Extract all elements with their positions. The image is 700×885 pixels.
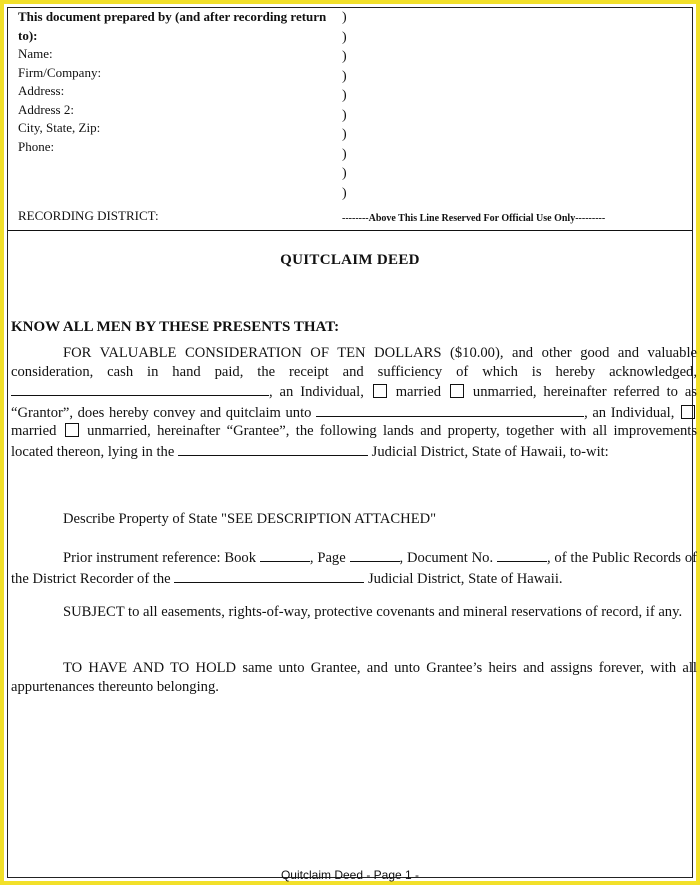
consideration-paragraph — [11, 344, 697, 461]
prior-document-text: , Document No. — [399, 550, 494, 566]
judicial-district-text: Judicial District, State of Hawaii, to-wit: — [371, 443, 609, 460]
document-number-blank[interactable] — [497, 547, 547, 562]
firm-label: Firm/Company: — [18, 64, 102, 80]
header-divider — [8, 230, 692, 231]
page-blank[interactable] — [350, 547, 400, 562]
recorder-district-blank[interactable] — [174, 568, 364, 583]
paren: ) — [342, 49, 347, 64]
address-label: Address: — [18, 83, 65, 98]
grantor-name-blank[interactable] — [11, 381, 269, 396]
prior-judicial-text: Judicial District, State of Hawaii. — [367, 570, 563, 587]
prior-instrument-paragraph — [11, 547, 697, 588]
grantor-married-checkbox[interactable] — [373, 384, 387, 398]
judicial-district-blank[interactable] — [178, 441, 368, 456]
consideration-text: FOR VALUABLE CONSIDERATION OF TEN DOLLARS ($10.00), and other good and valuable consideration, cash in hand paid, the receipt and sufficiency of which is hereby acknowledged, — [11, 345, 697, 380]
prior-public-records-text: , of the Public Records of the District Recorder of the — [11, 550, 697, 587]
paren: ) — [342, 185, 347, 201]
name-label: Name: — [18, 46, 53, 61]
paren: ) — [342, 166, 347, 181]
paren: ) — [342, 29, 347, 45]
prior-page-text: , Page — [309, 550, 346, 566]
recording-district-label: RECORDING DISTRICT: — [18, 208, 159, 223]
know-all-heading: KNOW ALL MEN BY THESE PRESENTS THAT: — [11, 319, 340, 335]
grantee-unmarried-text: unmarried, hereinafter “Grantee”, the following lands and property, together with all improvements located thereon, lying in the — [11, 423, 697, 460]
paren: ) — [342, 146, 347, 162]
address2-label: Address 2: — [18, 101, 74, 117]
grantee-married-label: married — [11, 423, 57, 439]
grantee-name-blank[interactable] — [316, 402, 584, 417]
preparer-block — [18, 8, 348, 156]
paren-column — [342, 8, 352, 203]
grantor-individual-text: , an Individual, — [269, 384, 364, 400]
paren: ) — [342, 88, 347, 103]
habendum-text: TO HAVE AND TO HOLD same unto Grantee, and unto Grantee’s heirs and assigns forever, with all appurtenances thereunto belonging. — [11, 660, 697, 695]
phone-label: Phone: — [18, 138, 55, 154]
grantee-individual-text: , an Individual, — [584, 404, 675, 421]
book-blank[interactable] — [260, 547, 310, 562]
grantee-unmarried-checkbox[interactable] — [65, 423, 79, 437]
paren: ) — [342, 10, 347, 25]
property-description: Describe Property of State "SEE DESCRIPTION ATTACHED" — [63, 511, 437, 527]
prepared-by-label: This document prepared by (and after recording return to): — [18, 9, 327, 43]
page-footer: Quitclaim Deed - Page 1 - — [280, 868, 420, 882]
document-title: QUITCLAIM DEED — [280, 252, 420, 268]
official-use-note: --------Above This Line Reserved For Official Use Only--------- — [342, 213, 606, 224]
subject-paragraph — [11, 603, 697, 622]
city-state-zip-label: City, State, Zip: — [18, 120, 101, 135]
grantor-married-label: married — [395, 384, 442, 400]
paren: ) — [342, 68, 347, 84]
grantee-married-checkbox[interactable] — [681, 405, 695, 419]
grantor-unmarried-checkbox[interactable] — [450, 384, 464, 398]
grantor-unmarried-text: unmarried, hereinafter referred to as “Grantor”, does hereby convey and quitclaim unto — [11, 384, 697, 421]
paren: ) — [342, 107, 347, 123]
prior-book-text: Prior instrument reference: Book — [63, 550, 257, 566]
paren: ) — [342, 127, 347, 142]
habendum-paragraph — [11, 659, 697, 696]
subject-text: SUBJECT to all easements, rights-of-way, protective covenants and mineral reservations of record, if any. — [63, 604, 683, 620]
